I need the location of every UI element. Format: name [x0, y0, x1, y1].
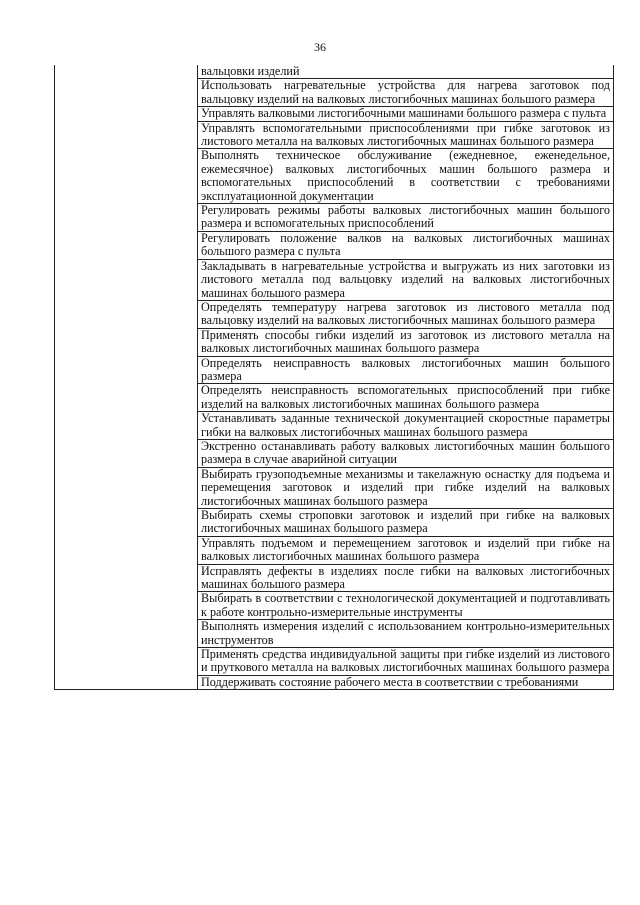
- table-cell: Выбирать в соответствии с технологической документацией и подготавливать к работе контрольно-измерительные инструменты: [198, 592, 614, 620]
- table-row: [55, 65, 614, 79]
- table-cell: Регулировать положение валков на валковых листогибочных машинах большого размера с пульта: [198, 231, 614, 259]
- table-cell: Управлять подъемом и перемещением заготовок и изделий при гибке на валковых листогибочных машинах большого размера: [198, 536, 614, 564]
- table-cell: вальцовки изделий: [198, 65, 614, 79]
- table-cell: Регулировать режимы работы валковых листогибочных машин большого размера и вспомогательных приспособлений: [198, 204, 614, 232]
- table-cell: Выбирать грузоподъемные механизмы и такелажную оснастку для подъема и перемещения заготовок и изделий при гибке изделий на валковых листогибочных машинах большого размера: [198, 467, 614, 508]
- table-cell: Управлять валковыми листогибочными машинами большого размера с пульта: [198, 107, 614, 121]
- page-number: 36: [314, 40, 326, 54]
- table-cell: Устанавливать заданные технической документацией скоростные параметры гибки на валковых листогибочных машинах большого размера: [198, 412, 614, 440]
- table-cell: Применять способы гибки изделий из заготовок из листового металла на валковых листогибочных машинах большого размера: [198, 328, 614, 356]
- table-cell: Выполнять измерения изделий с использованием контрольно-измерительных инструментов: [198, 620, 614, 648]
- skills-table: [54, 65, 614, 690]
- table-cell: Применять средства индивидуальной защиты при гибке изделий из листового и пруткового металла на валковых листогибочных машинах большого размера: [198, 648, 614, 676]
- table-cell: Экстренно останавливать работу валковых листогибочных машин большого размера в случае аварийной ситуации: [198, 439, 614, 467]
- left-column-cell: [55, 65, 198, 690]
- table-cell: Определять неисправность вспомогательных приспособлений при гибке изделий на валковых листогибочных машинах большого размера: [198, 384, 614, 412]
- table-cell: Выполнять техническое обслуживание (ежедневное, еженедельное, ежемесячное) валковых листогибочных машин большого размера и вспомогательных приспособлений в соответствии с требованиями эксплуатационной документации: [198, 149, 614, 204]
- table-cell: Управлять вспомогательными приспособлениями при гибке заготовок из листового металла на валковых листогибочных машинах большого размера: [198, 121, 614, 149]
- table-cell: Определять неисправность валковых листогибочных машин большого размера: [198, 356, 614, 384]
- table-cell: Закладывать в нагревательные устройства и выгружать из них заготовки из листового металла под вальцовку изделий на валковых листогибочных машинах большого размера: [198, 259, 614, 300]
- table-cell: Определять температуру нагрева заготовок из листового металла под вальцовку изделий на валковых листогибочных машинах большого размера: [198, 300, 614, 328]
- table-cell: Поддерживать состояние рабочего места в соответствии с требованиями: [198, 675, 614, 689]
- table-cell: Выбирать схемы строповки заготовок и изделий при гибке на валковых листогибочных машинах большого размера: [198, 509, 614, 537]
- table-cell: Исправлять дефекты в изделиях после гибки на валковых листогибочных машинах большого размера: [198, 564, 614, 592]
- table-cell: Использовать нагревательные устройства для нагрева заготовок под вальцовку изделий на валковых листогибочных машинах большого размера: [198, 79, 614, 107]
